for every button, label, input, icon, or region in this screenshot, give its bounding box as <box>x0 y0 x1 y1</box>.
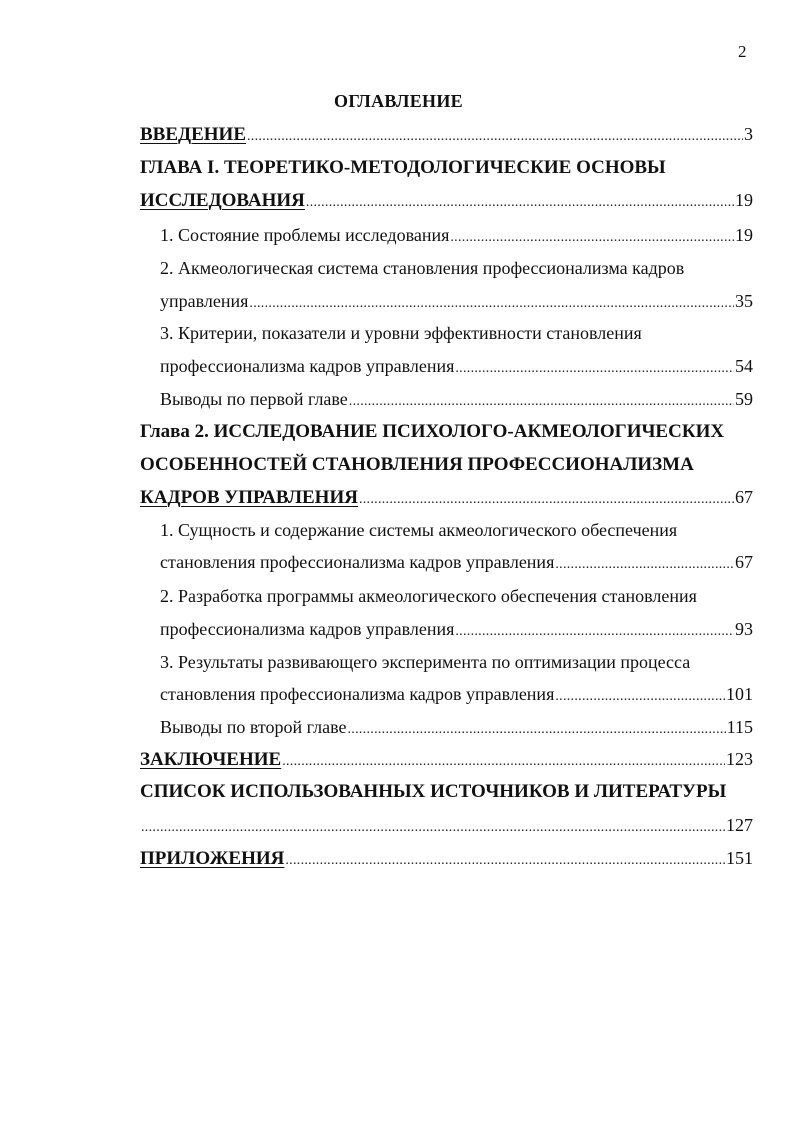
toc-page-number: 115 <box>726 717 753 737</box>
dot-leader <box>450 226 734 250</box>
toc-entry-title: ПРИЛОЖЕНИЯ <box>140 848 285 869</box>
toc-entry-title: 1. Состояние проблемы исследования <box>160 225 450 245</box>
toc-entry-references[interactable] <box>140 813 753 837</box>
dot-leader <box>455 620 734 644</box>
toc-entry-chapter-2[interactable] <box>140 485 753 509</box>
toc-entry-title: ЗАКЛЮЧЕНИЕ <box>140 749 282 770</box>
toc-entry-section-2-3[interactable] <box>160 682 753 706</box>
toc-page-number: 67 <box>735 552 753 572</box>
toc-page-number: 123 <box>726 749 753 769</box>
toc-chapter-2-title-line-1[interactable]: Глава 2. ИССЛЕДОВАНИЕ ПСИХОЛОГО-АКМЕОЛОГИЧЕСКИХ <box>140 421 725 442</box>
toc-page-number: 93 <box>735 619 753 639</box>
toc-section-2-1-title-line[interactable]: 1. Сущность и содержание системы акмеологического обеспечения <box>160 520 678 540</box>
toc-entry-title: Выводы по первой главе <box>160 389 348 409</box>
dot-leader <box>349 390 734 414</box>
page-number: 2 <box>738 42 747 61</box>
toc-section-1-2-title-line[interactable]: 2. Акмеологическая система становления профессионализма кадров <box>160 258 685 278</box>
toc-page-number: 3 <box>744 124 753 144</box>
toc-entry-chapter-2-conclusions[interactable] <box>160 715 753 739</box>
toc-entry-title: ИССЛЕДОВАНИЯ <box>140 190 305 211</box>
toc-entry-section-1-1[interactable] <box>160 223 753 247</box>
toc-entry-conclusion[interactable] <box>140 747 753 771</box>
toc-entry-section-1-2[interactable] <box>160 289 753 313</box>
dot-leader <box>455 357 734 381</box>
toc-entry-appendices[interactable] <box>140 846 753 870</box>
toc-entry-title: КАДРОВ УПРАВЛЕНИЯ <box>140 487 358 508</box>
dot-leader <box>306 191 734 215</box>
dot-leader <box>141 816 725 840</box>
toc-entry-title: ВВЕДЕНИЕ <box>140 124 246 145</box>
toc-entry-title: Выводы по второй главе <box>160 717 347 737</box>
toc-chapter-2-title-line-2[interactable]: ОСОБЕННОСТЕЙ СТАНОВЛЕНИЯ ПРОФЕССИОНАЛИЗМА <box>140 454 694 475</box>
dot-leader <box>247 125 743 149</box>
toc-entry-introduction[interactable] <box>140 122 753 146</box>
dot-leader <box>359 488 734 512</box>
toc-references-title-line[interactable]: СПИСОК ИСПОЛЬЗОВАННЫХ ИСТОЧНИКОВ И ЛИТЕРАТУРЫ <box>140 781 727 802</box>
toc-page-number: 59 <box>735 389 753 409</box>
toc-entry-title: управления <box>160 291 249 311</box>
dot-leader <box>282 750 725 774</box>
toc-entry-title: становления профессионализма кадров управления <box>160 684 555 704</box>
dot-leader <box>347 718 725 742</box>
toc-section-1-3-title-line[interactable]: 3. Критерии, показатели и уровни эффективности становления <box>160 323 642 343</box>
toc-page-number: 67 <box>735 487 753 507</box>
toc-section-2-2-title-line[interactable]: 2. Разработка программы акмеологического обеспечения становления <box>160 586 697 606</box>
toc-entry-chapter-1[interactable] <box>140 188 753 212</box>
dot-leader <box>555 685 725 709</box>
toc-entry-section-2-1[interactable] <box>160 550 753 574</box>
toc-page-number: 35 <box>735 291 753 311</box>
toc-entry-title: становления профессионализма кадров управления <box>160 552 555 572</box>
toc-entry-title: профессионализма кадров управления <box>160 356 455 376</box>
toc-entry-section-2-2[interactable] <box>160 617 753 641</box>
toc-page-number: 19 <box>735 225 753 245</box>
toc-page-number: 54 <box>735 356 753 376</box>
toc-page-number: 101 <box>726 684 753 704</box>
toc-page-number: 127 <box>726 815 753 835</box>
toc-page-number: 151 <box>726 848 753 868</box>
dot-leader <box>285 849 725 873</box>
toc-entry-chapter-1-conclusions[interactable] <box>160 387 753 411</box>
toc-title: ОГЛАВЛЕНИЕ <box>334 91 463 111</box>
dot-leader <box>555 553 734 577</box>
toc-chapter-1-title-line[interactable]: ГЛАВА I. ТЕОРЕТИКО-МЕТОДОЛОГИЧЕСКИЕ ОСНОВЫ <box>140 157 666 178</box>
toc-entry-title: профессионализма кадров управления <box>160 619 455 639</box>
dot-leader <box>249 292 734 316</box>
toc-entry-section-1-3[interactable] <box>160 354 753 378</box>
toc-section-2-3-title-line[interactable]: 3. Результаты развивающего эксперимента по оптимизации процесса <box>160 652 691 672</box>
toc-page-number: 19 <box>735 190 753 210</box>
